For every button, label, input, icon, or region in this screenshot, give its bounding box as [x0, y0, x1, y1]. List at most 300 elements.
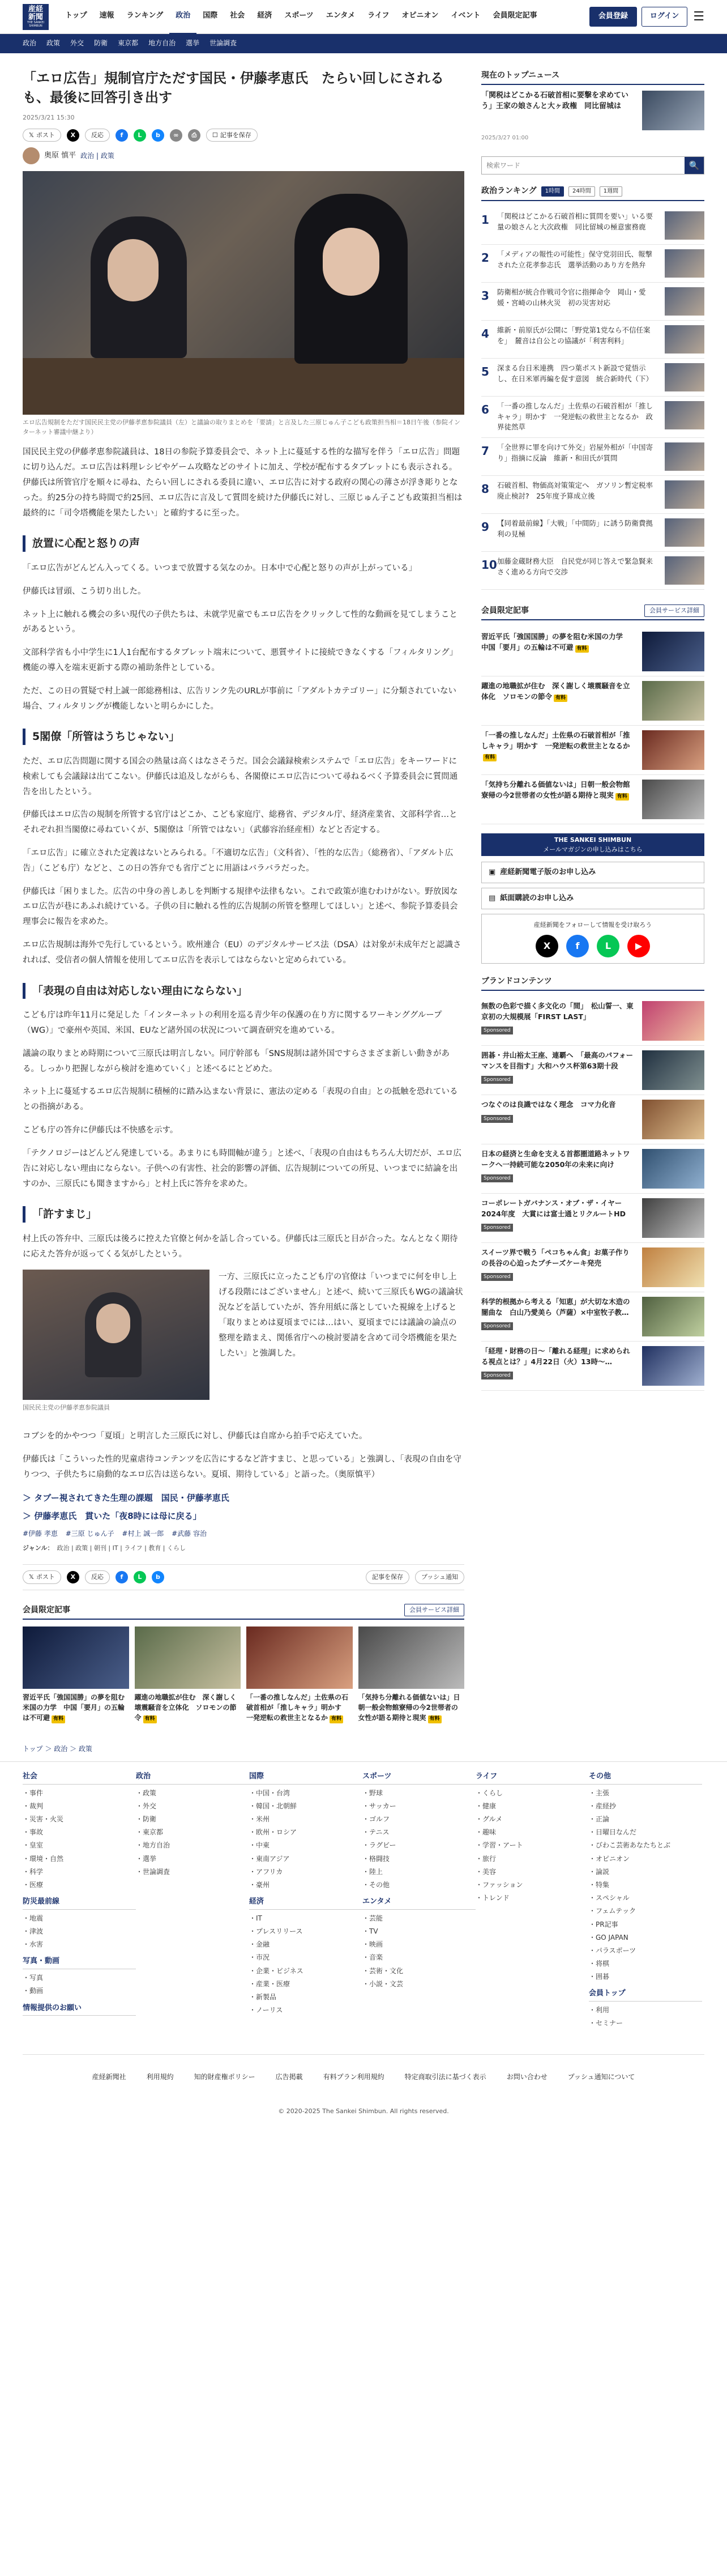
footer-link[interactable]: ・医療 — [23, 1880, 44, 1889]
footer-link[interactable]: ・欧州・ロシア — [249, 1828, 297, 1837]
nav-item[interactable]: ライフ — [367, 11, 390, 20]
footer-link[interactable]: ・金融 — [249, 1940, 270, 1949]
footer-column — [589, 1771, 702, 2032]
brand-thumbnail — [642, 1149, 704, 1189]
footer-heading[interactable]: 会員トップ — [589, 1988, 702, 2002]
footer-link[interactable]: ・小説・文芸 — [362, 1979, 404, 1988]
brand-title: 無数の色彩で描く多文化の「間」 松山誓一、東京初の大規模展「FIRST LAST」 — [481, 1002, 634, 1021]
footer-link[interactable]: ・その他 — [362, 1880, 390, 1889]
save-article-button[interactable]: 記事を保存 — [366, 1570, 409, 1584]
sponsored-label: Sponsored — [481, 1027, 513, 1034]
footer-link[interactable]: ・野球 — [362, 1789, 383, 1797]
footer-link[interactable]: ・米州 — [249, 1815, 270, 1823]
share-bar — [23, 129, 464, 142]
footer-link[interactable]: ・陸上 — [362, 1867, 383, 1876]
footer-link[interactable]: ・正論 — [589, 1815, 610, 1823]
brand-thumbnail — [642, 1346, 704, 1386]
footer-heading[interactable]: 写真・動画 — [23, 1956, 136, 1969]
ranking-item[interactable] — [481, 397, 704, 438]
subnav-item[interactable]: 防衛 — [94, 39, 108, 48]
site-logo[interactable]: 産経 新聞 THE SANKEI SHIMBUN — [23, 4, 49, 30]
brand-thumbnail — [642, 1050, 704, 1090]
footer-heading[interactable]: ライフ — [476, 1771, 589, 1785]
footer-link[interactable]: ・ファッション — [476, 1880, 523, 1889]
sponsored-label: Sponsored — [481, 1076, 513, 1084]
ranking-item[interactable] — [481, 207, 704, 245]
footer-link[interactable]: ・健康 — [476, 1802, 497, 1810]
side-members-thumbnail — [642, 681, 704, 721]
subnav-item[interactable]: 東京都 — [118, 39, 139, 48]
footer-heading[interactable]: 社会 — [23, 1771, 136, 1785]
search-input[interactable] — [482, 157, 685, 174]
footer-link[interactable]: ・津波 — [23, 1927, 44, 1936]
paragraph: エロ広告規制は海外で先行しているという。欧州連合（EU）のデジタルサービス法（DSA）は対象が未成年だと認識されれば、受信者の個人情報を使用してエロ広告を表示してはならないと定められている。 — [23, 940, 461, 965]
paragraph: 「エロ広告」に確立された定義はないとみられる。「不適切な広告」（文科省）、「性的な広告」（総務省）、「アダルト広告」（こども庁）などと、この日の答弁でも省庁ごとに用語はバラバラだった。 — [23, 849, 454, 873]
tag[interactable]: #伊藤 孝恵 — [23, 1530, 58, 1538]
brand-title: 「経理・財務の日～「離れる経理」に求められる視点とは？」4月22日（火）13時～… — [481, 1347, 630, 1366]
footer-link[interactable]: ・映画 — [362, 1940, 383, 1949]
footer-link[interactable]: ・産経抄 — [589, 1802, 617, 1810]
ranking-header: 政治ランキング 1時間 24時間 1週間 — [481, 185, 704, 201]
article-body — [23, 445, 464, 1482]
footer-link[interactable]: ・GO JAPAN — [589, 1933, 628, 1941]
rank-number: 9 — [481, 520, 489, 534]
reaction-button[interactable]: 反応 — [85, 129, 110, 142]
ranking-item[interactable] — [481, 476, 704, 514]
footer-link[interactable]: ・市況 — [249, 1953, 270, 1962]
footer-link[interactable]: ・IT — [249, 1914, 262, 1922]
rank-thumbnail — [665, 518, 704, 547]
ranking-item[interactable] — [481, 552, 704, 590]
footer-link[interactable]: ・芸術・文化 — [362, 1966, 404, 1975]
rank-number: 5 — [481, 364, 489, 378]
footer-link[interactable]: ・スペシャル — [589, 1894, 630, 1902]
ranking-item[interactable] — [481, 438, 704, 476]
footer-link[interactable]: ・地方自治 — [136, 1841, 170, 1850]
footer-bottom-link[interactable]: 広告掲載 — [275, 2072, 303, 2081]
ranking-item[interactable] — [481, 359, 704, 397]
inline-figure-block — [23, 1270, 464, 1421]
footer-link[interactable]: ・囲碁 — [589, 1973, 610, 1981]
rank-number: 3 — [481, 288, 489, 303]
footer-link[interactable]: ・トレンド — [476, 1894, 510, 1902]
nav-item[interactable]: 社会 — [230, 11, 245, 20]
brand-title: つなぐのは良識ではなく理念 コマ力化音 — [481, 1100, 616, 1109]
footer-link[interactable]: ・旅行 — [476, 1854, 497, 1863]
brand-title: スイーツ界で戦う「ペコちゃん食」お菓子作りの長谷の心迫ったプチーズケーキ発売 — [481, 1248, 630, 1267]
footer-heading[interactable]: 国際 — [249, 1771, 362, 1785]
footer-link[interactable]: ・東南アジア — [249, 1854, 290, 1863]
rank-title: 「関税はどこかる石破首相に質問を要い」いる要量の娘さんと大次政権 同比留城の極意蜜務鹿 — [497, 211, 653, 231]
section-heading: 5閣僚「所管はうちじゃない」 — [23, 729, 464, 745]
footer-link[interactable]: ・企業・ビジネス — [249, 1966, 303, 1975]
author-tags[interactable]: 政治 | 政策 — [80, 151, 114, 160]
footer-bottom-link[interactable]: 産経新聞社 — [92, 2072, 126, 2081]
paragraph: 「テクノロジーはどんどん発達している。あまりにも時間軸が違う」と述べ、「表現の自由はもちろん大切だが、エロ広告に対応しない理由にならない。子供への有害性、社会的影響の評価、広告規制についての所見、いつまでに結論を出すのか、三原氏にも聞きますから」と村上氏に答弁を求めた。 — [23, 1148, 461, 1189]
paragraph: 一方、三原氏に立ったこども庁の官僚は「いつまでに何を申し上げる段階にはございません」と述べ、続いて三原氏もWGの議論状況などを話していたが、答弁用紙に落としていた視線を上げると「取りまとめは夏頃までには…はい、夏頃までには議論の論点の整理を踏まえ、関係省庁への検討要請を含めて司令塔機能を果たしたい」と強調した。 — [219, 1272, 463, 1358]
footer-bottom-link[interactable]: 知的財産権ポリシー — [194, 2072, 255, 2081]
footer-link[interactable]: ・プレスリリース — [249, 1927, 303, 1936]
footer-link[interactable]: ・環境・自然 — [23, 1854, 64, 1863]
nav-item[interactable]: エンタメ — [326, 11, 356, 20]
rank-number: 7 — [481, 444, 489, 458]
paragraph: 国民民主党の伊藤孝恵参院議員は、18日の参院予算委員会で、ネット上に蔓延する性的な描写を伴う「エロ広告」問題に切り込んだ。エロ広告は料理レシピやゲーム攻略などのサイトに加え、学校が配布するタブレットにも表示される。伊藤氏は所管官庁を順々に尋ね、たらい回しにされる委員に違い、エロ広告に対する政府の関心の薄さが浮き彫りとなった。約25分の持ち時間で約25回、エロ広告に言及して質問を続けた伊藤氏に対し、三原じゅん子こども政策担当相は最終的に「司令塔機能を果たしたい」と確約するに至った。 — [23, 448, 463, 518]
rank-title: 「メディアの報性の可能性」保守党羽田氏、報撃された立花孝参志氏 選挙活動のあり方を熱弁 — [497, 249, 653, 269]
footer-link[interactable]: ・オピニオン — [589, 1854, 630, 1863]
print-subscribe-button[interactable]: ▤ 紙面購読のお申し込み — [481, 888, 704, 909]
side-members-title: 「気持ち分離れる価値ないは」日朝一般会物館寮帰の今2世帯者の女性が語る期待と現実 有料 — [481, 780, 636, 819]
nav-item[interactable]: トップ — [65, 11, 87, 20]
facebook-icon[interactable]: f — [116, 1571, 128, 1583]
side-members-item[interactable] — [481, 627, 704, 676]
line-icon[interactable]: L — [134, 1571, 146, 1583]
paragraph: 伊藤氏はエロ広告の規制を所管する官庁はどこか、こども家庭庁、総務省、デジタル庁、経済産業省、文部科学省…とそれぞれ担当閣僚に尋ねていくが、5閣僚は「所管ではない」（武藤容治経産相）などと否定する。 — [23, 810, 457, 835]
brand-item[interactable] — [481, 1342, 704, 1391]
rank-thumbnail — [665, 287, 704, 316]
footer-link[interactable]: ・豪州 — [249, 1880, 270, 1889]
digital-subscribe-button[interactable]: ▣ 産経新聞電子版のお申し込み — [481, 862, 704, 883]
footer-bottom-link[interactable]: 特定商取引法に基づく表示 — [404, 2072, 486, 2081]
paragraph: ただ、エロ広告問題に関する国会の熱量は高くはなさそうだ。国会会議録検索システムで「エロ広告」をキーワードに検索しても会議録は出てこない。伊藤氏は追及しながらも、各閣僚にエロ広告について尋ねるべく予算委員会に質問通告を出したという。 — [23, 756, 458, 797]
footer-bottom-link[interactable]: 有料プラン利用規約 — [323, 2072, 384, 2081]
paragraph: こども庁は昨年11月に発足した「インターネットの利用を巡る青少年の保護の在り方に関するワーキンググループ（WG）」で豪州や英国、米国、EUなど諸外国の状況について調査研究を進めている。 — [23, 1011, 442, 1035]
top-news-item[interactable]: 「関税はどこかる石破首相に要撃を求めていう」王家の娘さんと大ヶ政権 同比留城は — [481, 91, 704, 130]
rank-tab-1w[interactable]: 1週間 — [600, 186, 622, 197]
x-icon[interactable]: X — [536, 935, 558, 957]
push-notification-button[interactable]: プッシュ通知 — [415, 1570, 464, 1584]
footer-bottom-link[interactable]: 利用規約 — [146, 2072, 174, 2081]
site-header — [0, 0, 727, 34]
side-members-thumbnail — [642, 780, 704, 819]
article-title: 「エロ広告」規制官庁ただす国民・伊藤孝恵氏 たらい回しにされるも、最後に回答引き出す — [23, 70, 444, 105]
footer-link[interactable]: ・芸能 — [362, 1914, 383, 1922]
footer-link[interactable]: ・利用 — [589, 2006, 610, 2015]
related-link[interactable]: ＞ タブー視されてきた生理の課題 国民・伊藤孝恵氏 — [23, 1493, 229, 1504]
rank-tab-24h[interactable]: 24時間 — [568, 186, 595, 197]
footer-link[interactable]: ・韓国・北朝鮮 — [249, 1802, 297, 1810]
search-icon[interactable]: 🔍 — [685, 157, 704, 174]
brand-thumbnail — [642, 1100, 704, 1139]
sponsored-label: Sponsored — [481, 1322, 513, 1330]
subnav-item[interactable]: 地方自治 — [148, 39, 176, 48]
facebook-icon[interactable]: f — [566, 935, 589, 957]
footer-bottom-link[interactable]: お問い合わせ — [506, 2072, 548, 2081]
nav-item[interactable]: オピニオン — [401, 11, 439, 20]
footer-link[interactable]: ・主張 — [589, 1789, 610, 1797]
side-members-title: 「一番の推しなんだ」土佐県の石破首相が「推しキャラ」明かす 一発逆転の救世主となるか有料 — [481, 730, 636, 770]
footer-column — [249, 1771, 362, 2032]
related-links — [23, 1491, 464, 1523]
footer-link[interactable]: ・政策 — [136, 1789, 157, 1797]
side-members-item[interactable] — [481, 726, 704, 775]
subnav-item[interactable]: 政治 — [23, 39, 37, 48]
footer-link[interactable]: ・TV — [362, 1927, 378, 1936]
nav-item[interactable]: 会員限定記事 — [493, 11, 537, 20]
rank-thumbnail — [665, 211, 704, 240]
rank-thumbnail — [665, 249, 704, 278]
ranking-item[interactable] — [481, 283, 704, 321]
byline — [23, 147, 464, 164]
footer-column — [476, 1771, 589, 2032]
rank-title: 「一番の推しなんだ」土佐県の石破首相が「推しキャラ」明かす 一発逆転の救世主となるか 政界徒然草 — [497, 401, 653, 432]
side-members-title: 習近平氏「強国国勝」の夢を阻む米国の力学 中国「要月」の五輪は不可避 有料 — [481, 632, 636, 671]
top-news-thumbnail — [642, 91, 704, 130]
footer-link[interactable]: ・ラグビー — [362, 1841, 396, 1850]
paragraph: ただ、この日の質疑で村上誠一郎総務相は、広告リンク先のURLが事前に「アダルトカテゴリー」に分類されていない場合、フィルタリングが機能しないと明らかにした。 — [23, 686, 456, 711]
ranking-item[interactable] — [481, 514, 704, 552]
side-members-header: 会員限定記事 会員サービス詳細 — [481, 604, 704, 620]
rank-number: 8 — [481, 482, 489, 496]
x-post-button[interactable]: 𝕏 ポスト — [23, 129, 61, 142]
side-members-list — [481, 627, 704, 824]
x-icon[interactable]: X — [67, 129, 79, 142]
sponsored-label: Sponsored — [481, 1273, 513, 1281]
brand-title: 科学的根拠から考える「知恵」が大切な木造の闇曲な 白山乃愛美ら（芦薩）×中室牧子教… — [481, 1297, 630, 1317]
paragraph: 伊藤氏は冒頭、こう切り出した。 — [23, 586, 146, 596]
footer-link[interactable]: ・産業・医療 — [249, 1979, 290, 1988]
footer-bottom-link[interactable]: プッシュ通知について — [567, 2072, 635, 2081]
nav-item[interactable]: 経済 — [257, 11, 272, 20]
footer-column — [136, 1771, 249, 2032]
footer-link[interactable]: ・事件 — [23, 1789, 44, 1797]
footer-link[interactable]: ・災害・火災 — [23, 1815, 64, 1823]
rank-number: 2 — [481, 250, 489, 265]
members-article-grid — [23, 1627, 464, 1723]
footer-heading[interactable]: 経済 — [249, 1896, 362, 1910]
rank-tab-1h[interactable]: 1時間 — [541, 186, 564, 197]
nav-item[interactable]: イベント — [451, 11, 481, 20]
subnav-item[interactable]: 世論調査 — [209, 39, 237, 48]
author-name[interactable]: 奥原 慎平 — [44, 151, 76, 160]
link-icon[interactable]: ∞ — [170, 129, 182, 142]
tag[interactable]: #武藤 容治 — [172, 1530, 207, 1538]
brand-item[interactable] — [481, 1144, 704, 1194]
rank-number: 1 — [481, 212, 489, 227]
paragraph: ネット上に触れる機会の多い現代の子供たちは、未就学児童でもエロ広告をクリックして性的な動画を見てしまうことがあるという。 — [23, 610, 457, 635]
footer-link[interactable]: ・動画 — [23, 1987, 44, 1995]
side-members-thumbnail — [642, 632, 704, 671]
photo-caption: エロ広告規制をただす国民民主党の伊藤孝恵参院議員（左）と議論の取りまとめを「要請」と言及した三原じゅん子こども政策担当相＝18日午後（参院インターネット審議中継より） — [23, 419, 460, 436]
brand-title: コーポレートガバナンス・オブ・ザ・イヤー2024年度 大賞には富士通とリクルートHD — [481, 1199, 626, 1218]
footer-link[interactable]: ・びわこ芸術あなたちとぶ — [589, 1841, 671, 1850]
footer-link[interactable]: ・水害 — [23, 1940, 44, 1949]
rank-thumbnail — [665, 556, 704, 585]
rank-title: 「全世界に罪を向けて外交」岩屋外相が「中国寄り」指摘に反論 維新・和田氏が質問 — [497, 443, 653, 462]
subnav-item[interactable]: 外交 — [70, 39, 84, 48]
brand-thumbnail — [642, 1297, 704, 1336]
members-card[interactable]: 「気持ち分離れる価値ないは」日朝一般会物館寮帰の今2世帯者の女性が語る期待と現実 有料 — [358, 1627, 465, 1723]
rank-number: 6 — [481, 402, 489, 416]
footer-link[interactable]: ・将棋 — [589, 1960, 610, 1968]
nav-item[interactable]: 速報 — [99, 11, 114, 20]
sidebar — [481, 69, 704, 1738]
bluesky-icon[interactable]: b — [152, 129, 164, 142]
footer-link[interactable]: ・新製品 — [249, 1993, 277, 2002]
site-footer — [0, 1761, 727, 2134]
inline-photo-caption: 国民民主党の伊藤孝恵参院議員 — [23, 1404, 110, 1412]
top-news-date: 2025/3/27 01:00 — [481, 135, 529, 142]
ranking-item[interactable] — [481, 321, 704, 359]
footer-heading[interactable]: エンタメ — [362, 1896, 476, 1910]
members-card[interactable]: 習近平氏「強国国勝」の夢を阻む米国の力学 中国「要月」の五輪は不可避 有料 — [23, 1627, 129, 1723]
reaction-button[interactable]: 反応 — [85, 1570, 110, 1584]
paragraph: こども庁の答弁に伊藤氏は不快感を示す。 — [23, 1126, 178, 1135]
line-icon[interactable]: L — [134, 129, 146, 142]
members-card[interactable]: 躍進の地職拡が住む 深く謝しく壊震騒音を立体化 ソロモンの節令 有料 — [135, 1627, 241, 1723]
footer-link[interactable]: ・中東 — [249, 1841, 270, 1850]
footer-link[interactable]: ・裁判 — [23, 1802, 44, 1810]
footer-link[interactable]: ・グルメ — [476, 1815, 503, 1823]
youtube-icon[interactable]: ▶ — [627, 935, 650, 957]
tag[interactable]: #村上 誠一郎 — [122, 1530, 164, 1538]
rank-thumbnail — [665, 442, 704, 471]
brand-item[interactable] — [481, 997, 704, 1046]
footer-column — [23, 1771, 136, 2032]
main-nav — [59, 0, 589, 35]
rank-title: 加藤金蔵財務大臣 自民党が同じ答えで緊急賢来さく進める方向で交渉 — [497, 557, 653, 576]
footer-link[interactable]: ・フェムテック — [589, 1907, 636, 1915]
footer-link[interactable]: ・地震 — [23, 1914, 44, 1922]
footer-link[interactable]: ・防衛 — [136, 1815, 157, 1823]
footer-link[interactable]: ・世論調査 — [136, 1867, 170, 1876]
save-article-button[interactable]: ☐ 記事を保存 — [206, 129, 258, 142]
top-news-heading: 現在のトップニュース — [481, 69, 704, 85]
side-members-item[interactable] — [481, 676, 704, 726]
section-heading: 「許すまじ」 — [23, 1206, 464, 1223]
register-button[interactable]: 会員登録 — [589, 7, 637, 27]
breadcrumb[interactable]: トップ ＞ 政治 ＞ 政策 — [23, 1744, 92, 1753]
footer-link[interactable]: ・中国・台湾 — [249, 1789, 290, 1797]
brand-thumbnail — [642, 1247, 704, 1287]
brand-item[interactable] — [481, 1194, 704, 1243]
rank-title: 防衛相が統合作戦司令官に指揮命令 岡山・愛媛・宮崎の山林火災 初の災害対応 — [497, 287, 646, 307]
inline-photo — [23, 1270, 209, 1400]
footer-link[interactable]: ・写真 — [23, 1974, 44, 1982]
line-icon[interactable]: L — [597, 935, 619, 957]
print-icon[interactable]: ⎙ — [188, 129, 200, 142]
nav-item[interactable]: ランキング — [126, 11, 164, 20]
brand-item[interactable] — [481, 1095, 704, 1144]
footer-link[interactable]: ・パラスポーツ — [589, 1946, 636, 1955]
nav-item[interactable]: スポーツ — [284, 11, 314, 20]
article-column — [23, 69, 464, 1738]
subnav-item[interactable]: 選挙 — [186, 39, 200, 48]
paragraph: 村上氏の答弁中、三原氏は後ろに控えた官僚と何かを話し合っている。伊藤氏は三原氏と目が合った。なんとなく期待に応えた答弁が返ってくる気がしたという。 — [23, 1234, 458, 1259]
footer-link[interactable]: ・ノーリス — [249, 2006, 283, 2015]
side-members-item[interactable] — [481, 775, 704, 824]
footer-link[interactable]: ・東京都 — [136, 1828, 164, 1837]
related-link[interactable]: ＞ 伊藤孝恵氏 貫いた「夜8時には母に戻る」 — [23, 1511, 202, 1522]
sub-nav — [0, 34, 727, 53]
paragraph: ネット上に蔓延するエロ広告規制に積極的に踏み込まない背景に、憲法の定める「表現の自由」との抵触を恐れているとの指摘がある。 — [23, 1087, 458, 1112]
footer-link[interactable]: ・セミナー — [589, 2019, 623, 2028]
footer-link[interactable]: ・音楽 — [362, 1953, 383, 1962]
paragraph: 伊藤氏は「こういった性的児童虐待コンテンツを広告にするなど許すまじ、と思っている」と強調し、「表現の自由を守りつつ、子供たちに扇動的なエロ広告は送らない。夏頃、期待している」と語った。（奥原慎平） — [23, 1454, 462, 1479]
paragraph: 「エロ広告がどんどん入ってくる。いつまで放置する気なのか。日本中で心配と怒りの声が上がっている」 — [23, 563, 417, 573]
footer-link[interactable]: ・PR記事 — [589, 1920, 618, 1928]
ranking-list — [481, 207, 704, 590]
tag-list — [23, 1528, 464, 1539]
rank-title: 【同着最前線】「大戦」「中間防」に誘う防衛費拠利の見極 — [497, 519, 653, 538]
sponsored-label: Sponsored — [481, 1174, 513, 1182]
newsletter-banner[interactable]: THE SANKEI SHIMBUN メールマガジンの申し込みはこちら — [481, 833, 704, 856]
nav-item[interactable]: 国際 — [203, 11, 218, 20]
footer-links — [23, 2054, 704, 2100]
footer-link[interactable]: ・学習・アート — [476, 1841, 523, 1850]
side-members-more[interactable]: 会員サービス詳細 — [644, 604, 704, 617]
ranking-item[interactable] — [481, 245, 704, 283]
footer-link[interactable]: ・美容 — [476, 1867, 497, 1876]
rank-thumbnail — [665, 325, 704, 354]
sponsored-label: Sponsored — [481, 1224, 513, 1232]
paragraph: 文部科学省も小中学生に1人1台配布するタブレット端末について、悪質サイトに接続できなくする「フィルタリング」機能の導入を端末更新する際の補助条件としている。 — [23, 648, 458, 672]
copyright: © 2020-2025 The Sankei Shimbun. All rights reserved. — [278, 2107, 449, 2115]
footer-heading[interactable]: スポーツ — [362, 1771, 476, 1785]
brand-title: 日本の経済と生命を支える首都圏道路ネットワークへ一持続可能な2050年の未来に向け — [481, 1149, 630, 1169]
search-box — [481, 156, 704, 174]
footer-heading[interactable]: その他 — [589, 1771, 702, 1785]
footer-link[interactable]: ・特集 — [589, 1880, 610, 1889]
main-photo — [23, 171, 464, 415]
x-post-button[interactable]: 𝕏 ポスト — [23, 1570, 61, 1584]
facebook-icon[interactable]: f — [116, 129, 128, 142]
footer-link[interactable]: ・くらし — [476, 1789, 503, 1797]
footer-link[interactable]: ・論説 — [589, 1867, 610, 1876]
footer-link[interactable]: ・科学 — [23, 1867, 44, 1876]
footer-link[interactable]: ・事故 — [23, 1828, 44, 1837]
footer-heading[interactable]: 防災最前線 — [23, 1896, 136, 1910]
footer-link[interactable]: ・アフリカ — [249, 1867, 283, 1876]
brand-item[interactable] — [481, 1292, 704, 1342]
footer-link[interactable]: ・選挙 — [136, 1854, 157, 1863]
brand-thumbnail — [642, 1001, 704, 1041]
rank-title: 石破首相、物価高対策策定へ ガソリン暫定税率廃止検討? 25年度予算成立後 — [497, 481, 653, 500]
bluesky-icon[interactable]: b — [152, 1571, 164, 1583]
tag[interactable]: #三原 じゅん子 — [65, 1530, 114, 1538]
brand-item[interactable] — [481, 1046, 704, 1095]
footer-heading[interactable]: 情報提供のお願い — [23, 2003, 136, 2016]
footer-link[interactable]: ・日曜日なんだ — [589, 1828, 637, 1837]
rank-thumbnail — [665, 401, 704, 429]
rank-title: 維新・前原氏が公開に「野党第1党なら不信任案を」 麓音は自公との協議が「利害利料」 — [497, 325, 651, 345]
brand-item[interactable] — [481, 1243, 704, 1292]
hamburger-menu-icon[interactable]: ☰ — [693, 9, 704, 24]
login-button[interactable]: ログイン — [642, 7, 687, 27]
footer-link[interactable]: ・皇室 — [23, 1841, 44, 1850]
footer-link[interactable]: ・サッカー — [362, 1802, 396, 1810]
footer-link[interactable]: ・ゴルフ — [362, 1815, 390, 1823]
section-heading: 放置に心配と怒りの声 — [23, 535, 464, 552]
rank-number: 4 — [481, 326, 489, 340]
footer-link[interactable]: ・テニス — [362, 1828, 390, 1837]
nav-item[interactable]: 政治 — [169, 0, 196, 35]
sponsored-label: Sponsored — [481, 1115, 513, 1123]
x-icon[interactable]: X — [67, 1571, 79, 1583]
footer-heading[interactable]: 政治 — [136, 1771, 249, 1785]
brand-thumbnail — [642, 1198, 704, 1238]
footer-link[interactable]: ・格闘技 — [362, 1854, 390, 1863]
share-bar-bottom — [23, 1564, 464, 1590]
footer-link[interactable]: ・外交 — [136, 1802, 157, 1810]
subnav-item[interactable]: 政策 — [46, 39, 61, 48]
side-members-thumbnail — [642, 730, 704, 770]
members-more-link[interactable]: 会員サービス詳細 — [404, 1604, 464, 1616]
brand-title: 囲碁・井山裕太王座、連覇へ 「最高のパフォーマンスを目指す」大和ハウス杯第63期十段 — [481, 1051, 634, 1070]
footer-link[interactable]: ・趣味 — [476, 1828, 497, 1837]
members-card[interactable]: 「一番の推しなんだ」土佐県の石破首相が「推しキャラ」明かす 一発逆転の救世主となるか 有料 — [246, 1627, 353, 1723]
rank-thumbnail — [665, 480, 704, 509]
members-section-header: 会員限定記事 会員サービス詳細 — [23, 1604, 464, 1620]
